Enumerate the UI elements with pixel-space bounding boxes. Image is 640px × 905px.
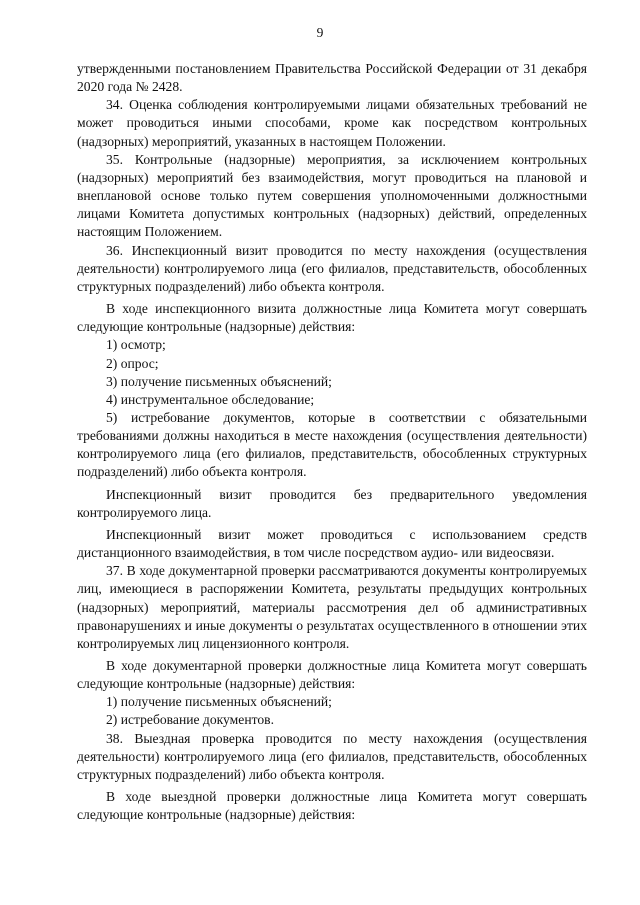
paragraph-remote-inspection: Инспекционный визит может проводиться с использованием средств дистанционного взаимодействия, в том числе посредством аудио- или видеосвязи. bbox=[77, 526, 587, 561]
list-item-document-check-2: 2) истребование документов. bbox=[106, 712, 274, 728]
paragraph-field-check-actions-intro: В ходе выездной проверки должностные лица Комитета могут совершать следующие контрольные (надзорные) действия: bbox=[77, 789, 587, 823]
list-item-inspection-2: 2) опрос; bbox=[106, 355, 159, 371]
list-item-inspection-5: 5) истребование документов, которые в соответствии с обязательными требованиями должны находиться в месте нахождения (осуществления деятельности) контролируемого лица (его филиалов, представительств, обособленных структурных подразделений) либо объекта контроля. bbox=[77, 409, 587, 480]
paragraph-item-36: 36. Инспекционный визит проводится по месту нахождения (осуществления деятельности) контролируемого лица (его филиалов, представительств, обособленных структурных подразделений) либо объекта контроля. bbox=[77, 242, 587, 294]
list-item-inspection-1: 1) осмотр; bbox=[106, 337, 166, 353]
document-body bbox=[77, 60, 587, 824]
list-item-inspection-3: 3) получение письменных объяснений; bbox=[106, 373, 332, 389]
paragraph-item-35: 35. Контрольные (надзорные) мероприятия, за исключением контрольных (надзорных) мероприятий без взаимодействия, могут проводиться на плановой и внеплановой основе только путем совершения уполномоченными должностными лицами Комитета допустимых контрольных (надзорных) действий, определенных настоящим Положением. bbox=[77, 151, 587, 240]
paragraph-item-37: 37. В ходе документарной проверки рассматриваются документы контролируемых лиц, имеющиеся в распоряжении Комитета, результаты предыдущих контрольных (надзорных) мероприятий, материалы рассмотрения дел об административных правонарушениях и иные документы о результатах осуществленного в отношении этих контролируемых лиц лицензионного контроля. bbox=[77, 563, 587, 651]
paragraph-no-notice: Инспекционный визит проводится без предварительного уведомления контролируемого лица. bbox=[77, 486, 587, 520]
page-number: 9 bbox=[316, 25, 324, 40]
paragraph-inspection-actions-intro: В ходе инспекционного визита должностные лица Комитета могут совершать следующие контрольные (надзорные) действия: bbox=[77, 301, 587, 335]
paragraph-item-34: 34. Оценка соблюдения контролируемыми лицами обязательных требований не может проводиться иными способами, кроме как посредством контрольных (надзорных) мероприятий, указанных в настоящем Положении. bbox=[77, 97, 587, 149]
paragraph-item-38: 38. Выездная проверка проводится по месту нахождения (осуществления деятельности) контролируемого лица (его филиалов, представительств, обособленных структурных подразделений) либо объекта контроля. bbox=[77, 730, 587, 782]
list-item-document-check-1: 1) получение письменных объяснений; bbox=[106, 694, 332, 710]
paragraph-document-check-actions-intro: В ходе документарной проверки должностные лица Комитета могут совершать следующие контрольные (надзорные) действия: bbox=[77, 658, 587, 692]
paragraph-continuation: утвержденными постановлением Правительства Российской Федерации от 31 декабря 2020 года № 2428. bbox=[77, 61, 587, 95]
list-item-inspection-4: 4) инструментальное обследование; bbox=[106, 391, 315, 407]
